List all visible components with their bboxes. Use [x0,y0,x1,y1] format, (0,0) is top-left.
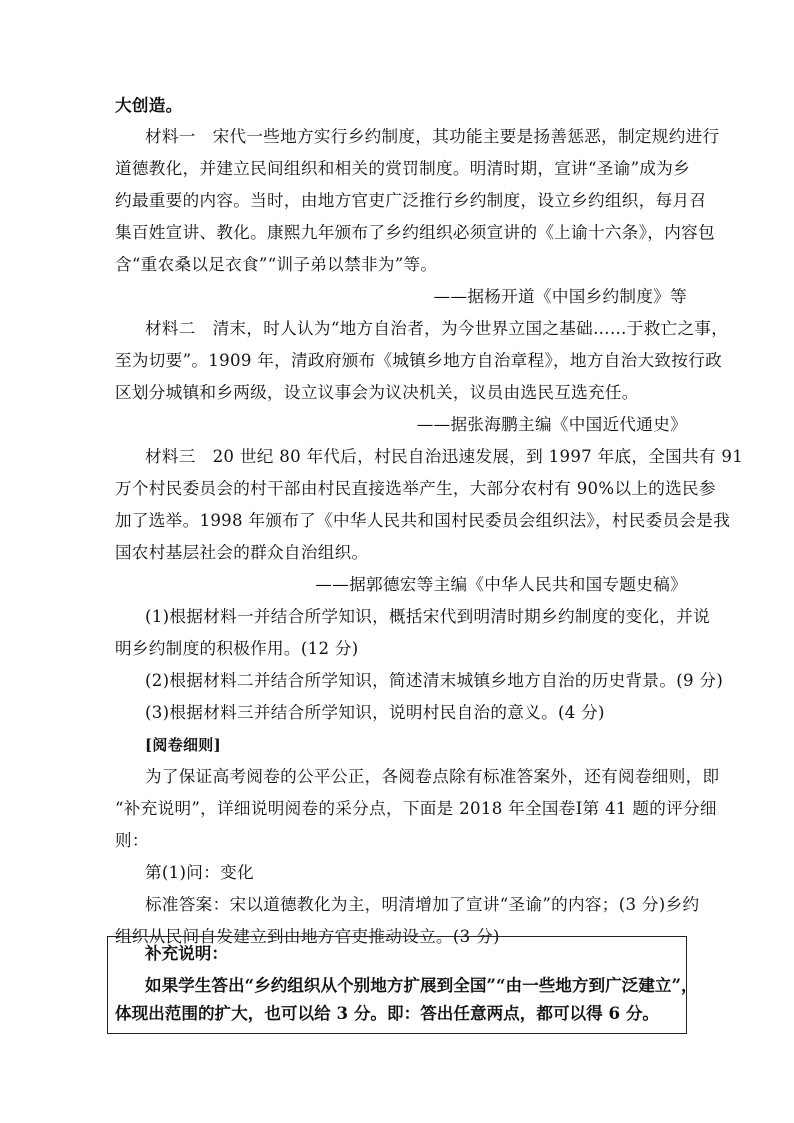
intro-line-1: 为了保证高考阅卷的公平公正，各阅卷点除有标准答案外，还有阅卷细则，即 [145,767,720,786]
supplementary-note-title: 补充说明： [145,943,228,963]
supplementary-note-line-1: 如果学生答出“乡约组织从个别地方扩展到全国”“由一些地方到广泛建立”， [145,975,698,995]
question-3: (3)根据材料三并结合所学知识，说明村民自治的意义。(4 分) [145,703,605,722]
sub-question-heading: 第(1)问：变化 [145,863,254,882]
material-three-source: ——据郭德宏等主编《中华人民共和国专题史稿》 [315,575,687,594]
material-two-line-3: 区划分城镇和乡两级，设立议事会为议决机关，议员由选民互选充任。 [115,383,639,402]
material-one-line-2: 道德教化，并建立民间组织和相关的赏罚制度。明清时期，宣讲“圣谕”成为乡 [115,159,691,178]
material-three-line-4: 国农村基层社会的群众自治组织。 [115,543,369,562]
material-three-line-1: 材料三 20 世纪 80 年代后，村民自治迅速发展，到 1997 年底，全国共有 91 [145,447,744,466]
intro-line-2: “补充说明”，详细说明阅卷的采分点，下面是 2018 年全国卷Ⅰ第 41 题的评分细 [115,799,717,818]
material-one-line-1: 材料一 宋代一些地方实行乡约制度，其功能主要是扬善惩恶，制定规约进行 [145,127,720,146]
material-three-line-3: 加了选举。1998 年颁布了《中华人民共和国村民委员会组织法》，村民委员会是我 [115,511,731,530]
grading-rules-heading: [阅卷细则] [145,736,221,754]
material-two-line-1: 材料二 清末，时人认为“地方自治者，为今世界立国之基础……于救亡之事， [145,319,729,338]
material-one-source: ——据杨开道《中国乡约制度》等 [433,287,687,306]
material-one-line-4: 集百姓宣讲、教化。康熙九年颁布了乡约组织必须宣讲的《上谕十六条》，内容包 [115,223,715,242]
material-one-line-5: 含“重农桑以足衣食”“训子弟以禁非为”等。 [115,255,438,274]
question-2: (2)根据材料二并结合所学知识，简述清末城镇乡地方自治的历史背景。(9 分) [145,671,724,690]
material-two-source: ——据张海鹏主编《中国近代通史》 [416,415,687,434]
supplementary-note-line-2: 体现出范围的扩大，也可以给 3 分。即：答出任意两点，都可以得 6 分。 [115,1003,660,1023]
standard-answer-line-2: 组织从民间自发建立到由地方官吏推动设立。(3 分) [115,927,500,946]
material-three-line-2: 万个村民委员会的村干部由村民直接选举产生，大部分农村有 90%以上的选民参 [115,479,716,498]
material-two-line-2: 至为切要”。1909 年，清政府颁布《城镇乡地方自治章程》，地方自治大致按行政 [115,351,722,370]
opening-text: 大创造。 [115,95,183,115]
standard-answer-line-1: 标准答案：宋以道德教化为主，明清增加了宣讲“圣谕”的内容；(3 分)乡约 [145,895,700,914]
intro-line-3: 则： [115,831,149,850]
question-1-line-2: 明乡约制度的积极作用。(12 分) [115,639,359,658]
question-1-line-1: (1)根据材料一并结合所学知识，概括宋代到明清时期乡约制度的变化，并说 [145,607,711,626]
material-one-line-3: 约最重要的内容。当时，由地方官吏广泛推行乡约制度，设立乡约组织，每月召 [115,191,707,210]
